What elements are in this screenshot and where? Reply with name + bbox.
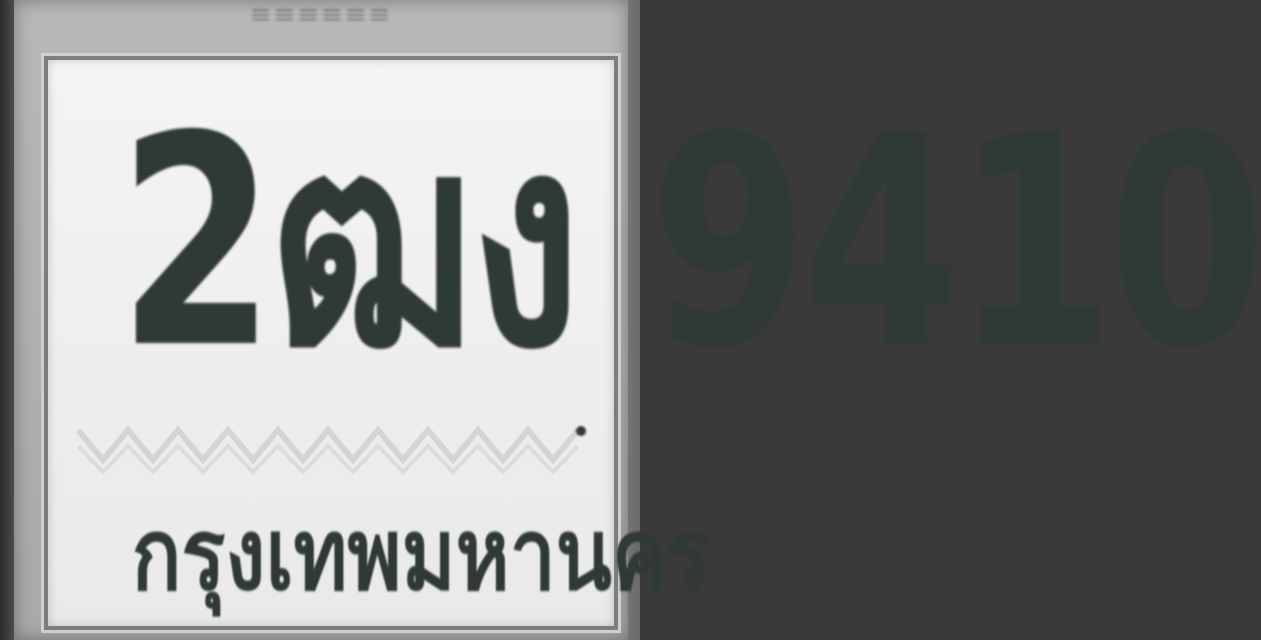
- plate-registration-number: 2ฒง 9410: [118, 75, 1261, 412]
- license-plate: [44, 56, 1261, 630]
- frame-top-imprint: ≡≡≡≡≡≡: [249, 0, 393, 30]
- security-wave-pattern: [78, 410, 578, 480]
- plate-dot-mark: [576, 426, 586, 436]
- plate-province-name: กรุงเทพมหานคร: [131, 496, 711, 613]
